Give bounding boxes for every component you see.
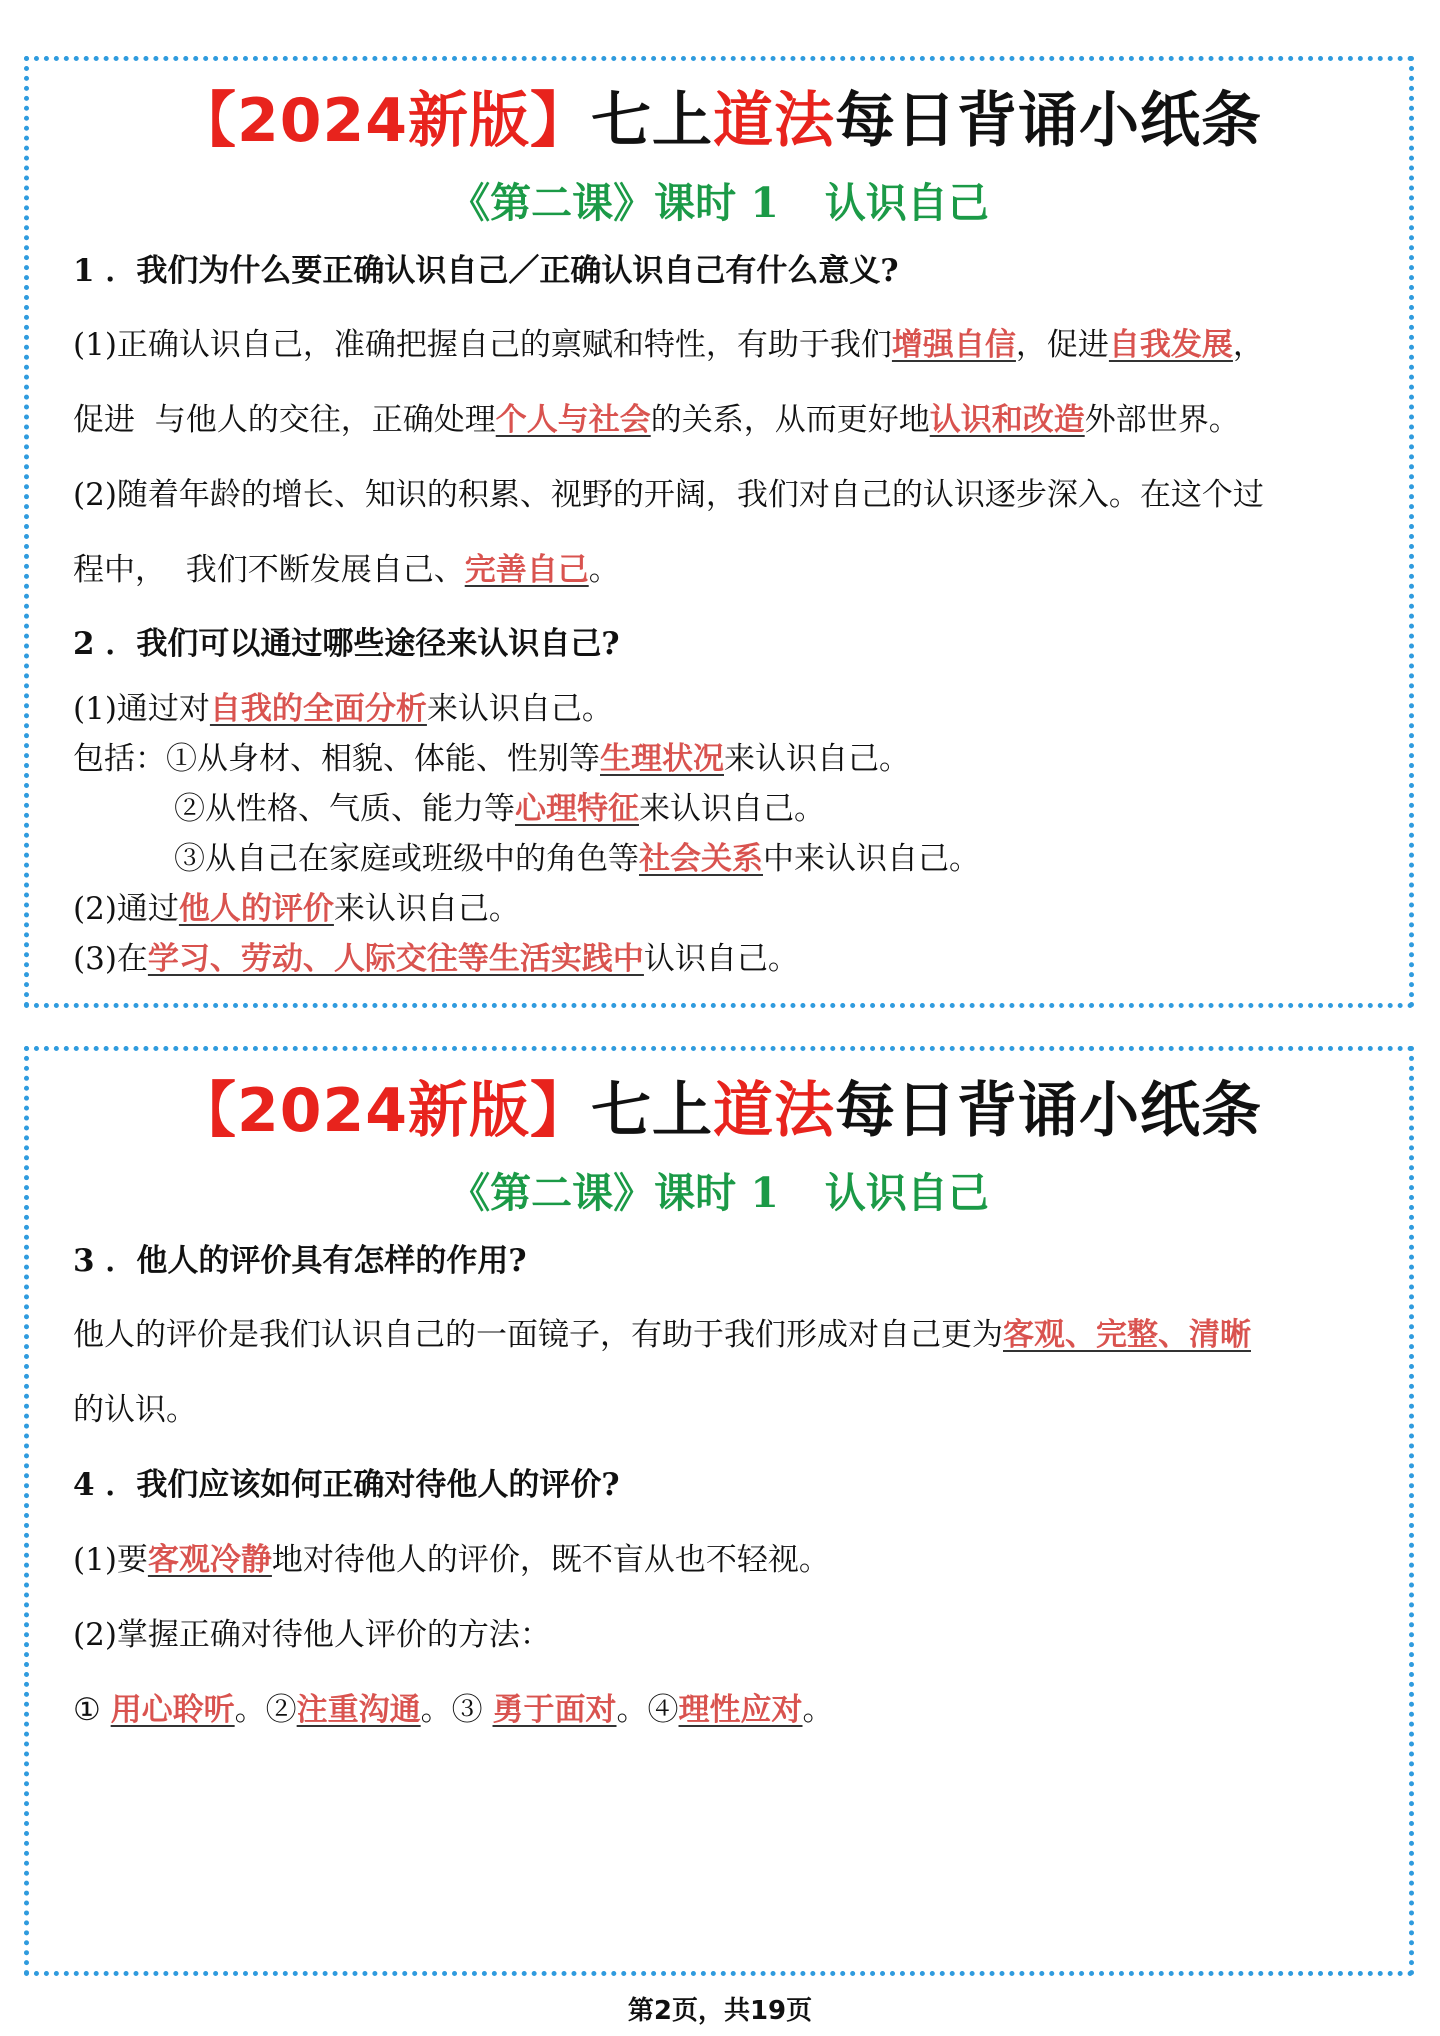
title-edition: 【2024新版】: [176, 86, 591, 156]
card-subtitle: [29, 176, 1409, 230]
title-name: 每日背诵小纸条: [835, 86, 1262, 156]
keyword: 自我发展: [1108, 327, 1233, 363]
text: 来认识自己。: [639, 791, 825, 827]
number: ①: [73, 1692, 101, 1728]
answer-3-line-1: [73, 1315, 1251, 1355]
keyword: 注重沟通: [296, 1692, 421, 1728]
keyword: 心理特征: [515, 791, 639, 827]
text: ③从自己在家庭或班级中的角色等: [174, 841, 639, 877]
number: ②: [265, 1692, 297, 1728]
title-edition: 【2024新版】: [176, 1076, 591, 1146]
note-card-1: [24, 56, 1414, 1008]
card-subtitle: [29, 1166, 1409, 1220]
answer-4-line-1: [73, 1540, 830, 1580]
question-1: 1 ．我们为什么要正确认识自己／正确认识自己有什么意义?: [73, 253, 899, 289]
note-card-2: [24, 1046, 1414, 1976]
text: 。: [616, 1692, 648, 1728]
text: 。: [234, 1692, 266, 1728]
text: 包括：①从身材、相貌、体能、性别等: [73, 741, 600, 777]
title-grade: 七上: [591, 1076, 713, 1146]
text: 认识自己。: [643, 941, 799, 977]
answer-2-line-5: [73, 889, 520, 929]
answer-4-line-2: (2)掌握正确对待他人评价的方法：: [73, 1617, 551, 1653]
question-4: 4 ．我们应该如何正确对待他人的评价?: [73, 1467, 620, 1503]
text: 外部世界。: [1084, 402, 1240, 438]
keyword: 社会关系: [639, 841, 763, 877]
text: 。: [588, 552, 620, 588]
answer-2-line-3: [174, 789, 825, 829]
keyword: 理性应对: [678, 1692, 803, 1728]
card-title: [29, 1073, 1409, 1149]
answer-4-methods: [73, 1690, 834, 1730]
text: 来认识自己。: [333, 891, 520, 927]
text: ②从性格、气质、能力等: [174, 791, 515, 827]
keyword: 客观、完整、清晰: [1003, 1317, 1251, 1353]
answer-1-line-1: [73, 325, 1264, 365]
subtitle-topic: 认识自己: [824, 179, 989, 227]
keyword: 完善自己: [464, 552, 589, 588]
text: (1)通过对: [73, 691, 210, 727]
number: ③: [451, 1692, 483, 1728]
text: 中来认识自己。: [763, 841, 980, 877]
text: ，促进: [1015, 327, 1109, 363]
subtitle-lesson: 《第二课》课时 1: [449, 179, 779, 227]
answer-2-line-1: [73, 689, 613, 729]
answer-1-line-3: (2)随着年龄的增长、知识的积累、视野的开阔，我们对自己的认识逐步深入。在这个过: [73, 477, 1264, 513]
text: 他人的评价是我们认识自己的一面镜子，有助于我们形成对自己更为: [73, 1317, 1003, 1353]
text: (2)通过: [73, 891, 179, 927]
text: 地对待他人的评价，既不盲从也不轻视。: [271, 1542, 830, 1578]
keyword: 增强自信: [891, 327, 1016, 363]
text: (1)要: [73, 1542, 148, 1578]
answer-3-line-2: 的认识。: [73, 1392, 197, 1428]
title-grade: 七上: [591, 86, 713, 156]
keyword: 他人的评价: [178, 891, 334, 927]
keyword: 学习、劳动、人际交往等生活实践中: [147, 941, 644, 977]
card-title: [29, 83, 1409, 159]
text: 来认识自己。: [426, 691, 613, 727]
title-name: 每日背诵小纸条: [835, 1076, 1262, 1146]
keyword: 生理状况: [600, 741, 724, 777]
text: ，: [1232, 327, 1264, 363]
text: 来认识自己。: [724, 741, 910, 777]
text: 。: [420, 1692, 452, 1728]
keyword: 自我的全面分析: [209, 691, 427, 727]
answer-2-line-2: [73, 739, 910, 779]
question-3: 3 ．他人的评价具有怎样的作用?: [73, 1243, 527, 1279]
answer-2-line-6: [73, 939, 799, 979]
text: 。: [802, 1692, 834, 1728]
subtitle-topic: 认识自己: [824, 1169, 989, 1217]
title-subject: 道法: [713, 86, 835, 156]
text: (1)正确认识自己，准确把握自己的禀赋和特性，有助于我们: [73, 327, 892, 363]
text: 程中， 我们不断发展自己、: [73, 552, 465, 588]
text: (3)在: [73, 941, 148, 977]
answer-1-line-2: [73, 400, 1240, 440]
text: 促进 与他人的交往，正确处理: [73, 402, 496, 438]
keyword: 客观冷静: [147, 1542, 272, 1578]
keyword: 个人与社会: [495, 402, 651, 438]
keyword: 用心聆听: [110, 1692, 235, 1728]
number: ④: [647, 1692, 679, 1728]
title-subject: 道法: [713, 1076, 835, 1146]
answer-2-line-4: [174, 839, 980, 879]
page-number: 第2页，共19页: [627, 1996, 813, 2026]
keyword: 勇于面对: [492, 1692, 617, 1728]
subtitle-lesson: 《第二课》课时 1: [449, 1169, 779, 1217]
question-2: 2 ．我们可以通过哪些途径来认识自己?: [73, 626, 620, 662]
keyword: 认识和改造: [929, 402, 1085, 438]
answer-1-line-4: [73, 550, 620, 590]
text: 的关系，从而更好地: [650, 402, 930, 438]
